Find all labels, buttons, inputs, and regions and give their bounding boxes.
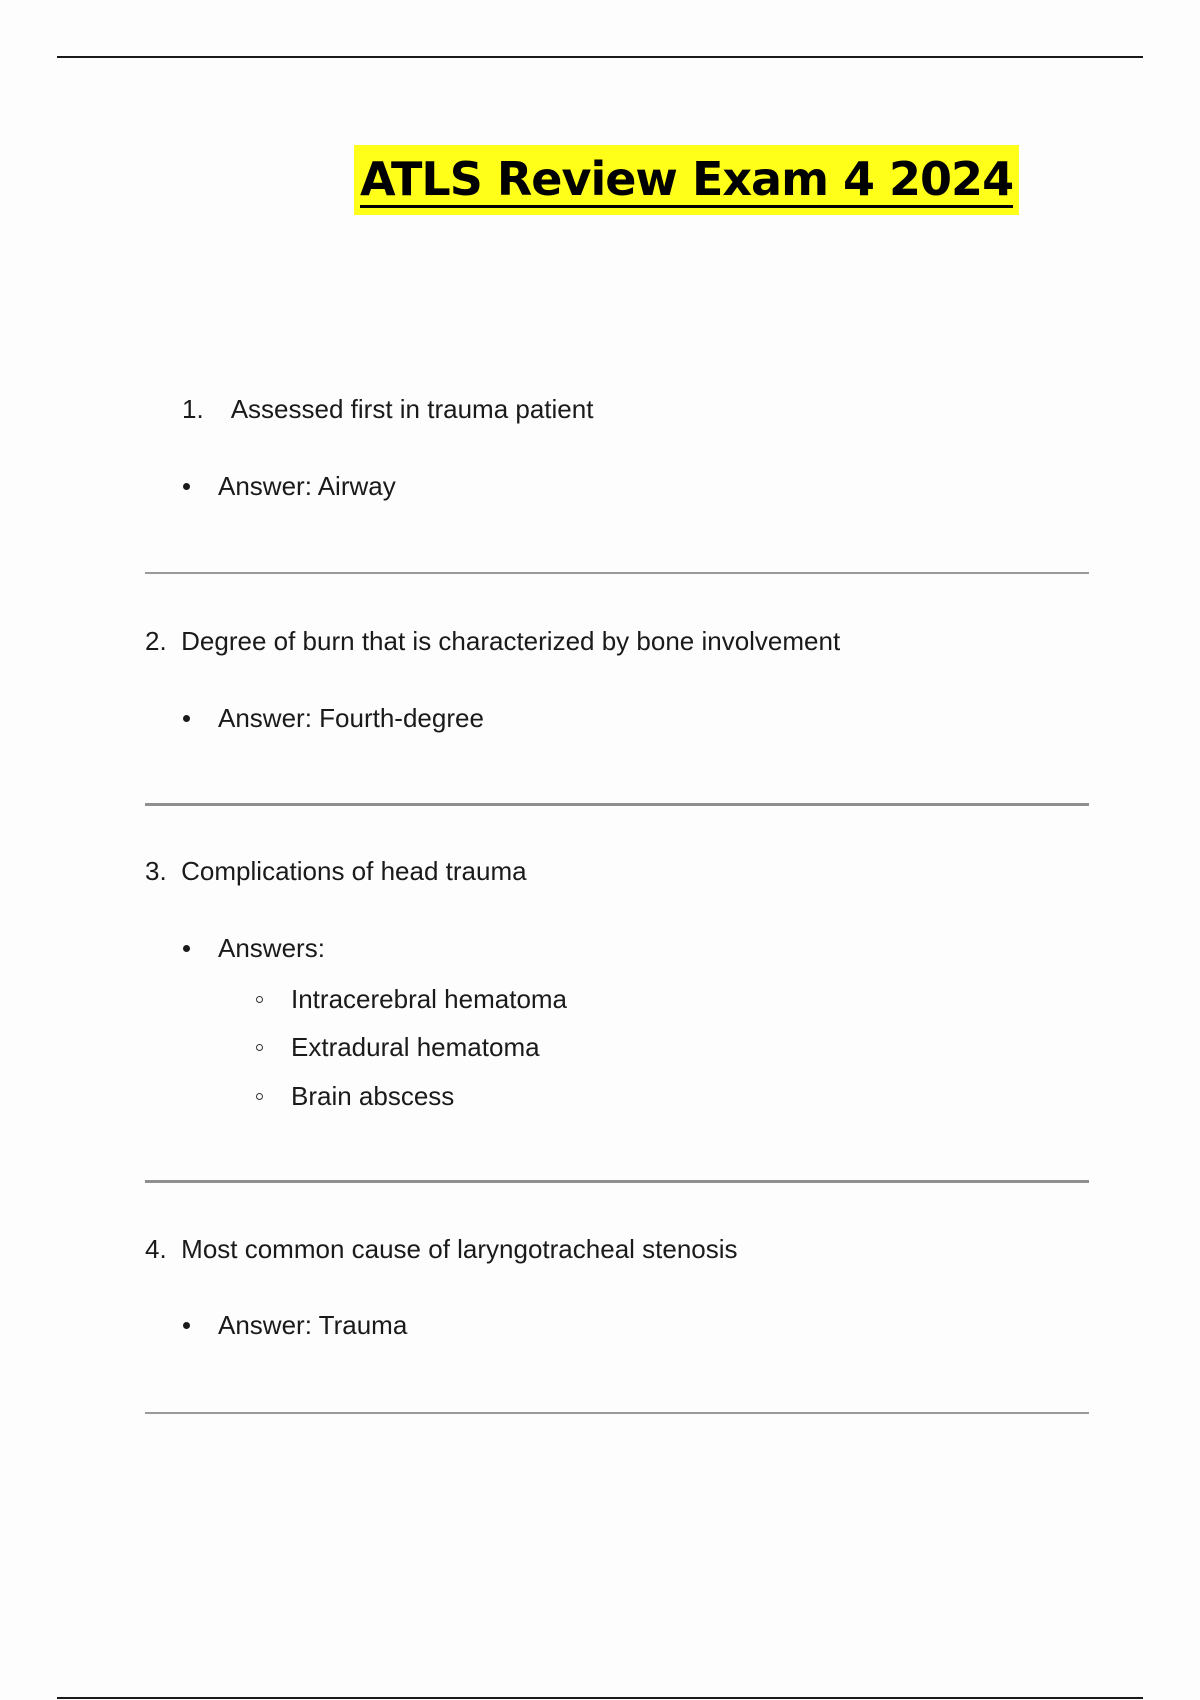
circle-bullet-icon <box>256 996 263 1003</box>
question-number: 1. <box>182 394 204 424</box>
separator <box>145 803 1089 806</box>
answer-item <box>183 703 484 733</box>
bullet-icon <box>183 483 190 490</box>
question-text: Complications of head trauma <box>181 856 527 886</box>
question-number: 4. <box>145 1234 174 1264</box>
bullet-icon <box>183 715 190 722</box>
sub-answer-text: Brain abscess <box>291 1081 455 1111</box>
question-4 <box>145 1234 738 1264</box>
question-text: Degree of burn that is characterized by bone involvement <box>181 626 841 656</box>
question-2 <box>145 626 840 656</box>
sub-answer-item <box>256 1032 540 1062</box>
sub-answer-text: Extradural hematoma <box>291 1032 540 1062</box>
question-number: 2. <box>145 626 174 656</box>
bottom-rule <box>57 1697 1143 1699</box>
sub-answer-item <box>256 1081 454 1111</box>
answer-text: Answers: <box>218 933 325 963</box>
question-text: Assessed first in trauma patient <box>230 394 594 424</box>
circle-bullet-icon <box>256 1044 263 1051</box>
document-title: ATLS Review Exam 4 2024 <box>360 151 1014 206</box>
separator <box>145 572 1089 574</box>
answer-item <box>183 933 325 963</box>
answer-item <box>183 1310 407 1340</box>
circle-bullet-icon <box>256 1093 263 1100</box>
answer-text: Answer: Trauma <box>218 1310 408 1340</box>
question-1 <box>182 394 593 424</box>
sub-answer-item <box>256 984 567 1014</box>
answer-text: Answer: Fourth-degree <box>218 703 484 733</box>
question-3 <box>145 856 527 886</box>
title-highlight <box>354 145 1019 215</box>
separator <box>145 1412 1089 1414</box>
bullet-icon <box>183 1322 190 1329</box>
question-number: 3. <box>145 856 174 886</box>
answer-text: Answer: Airway <box>218 471 396 501</box>
separator <box>145 1180 1089 1183</box>
bullet-icon <box>183 945 190 952</box>
top-rule <box>57 56 1143 58</box>
question-text: Most common cause of laryngotracheal stenosis <box>181 1234 738 1264</box>
answer-item <box>183 471 396 501</box>
sub-answer-text: Intracerebral hematoma <box>291 984 568 1014</box>
